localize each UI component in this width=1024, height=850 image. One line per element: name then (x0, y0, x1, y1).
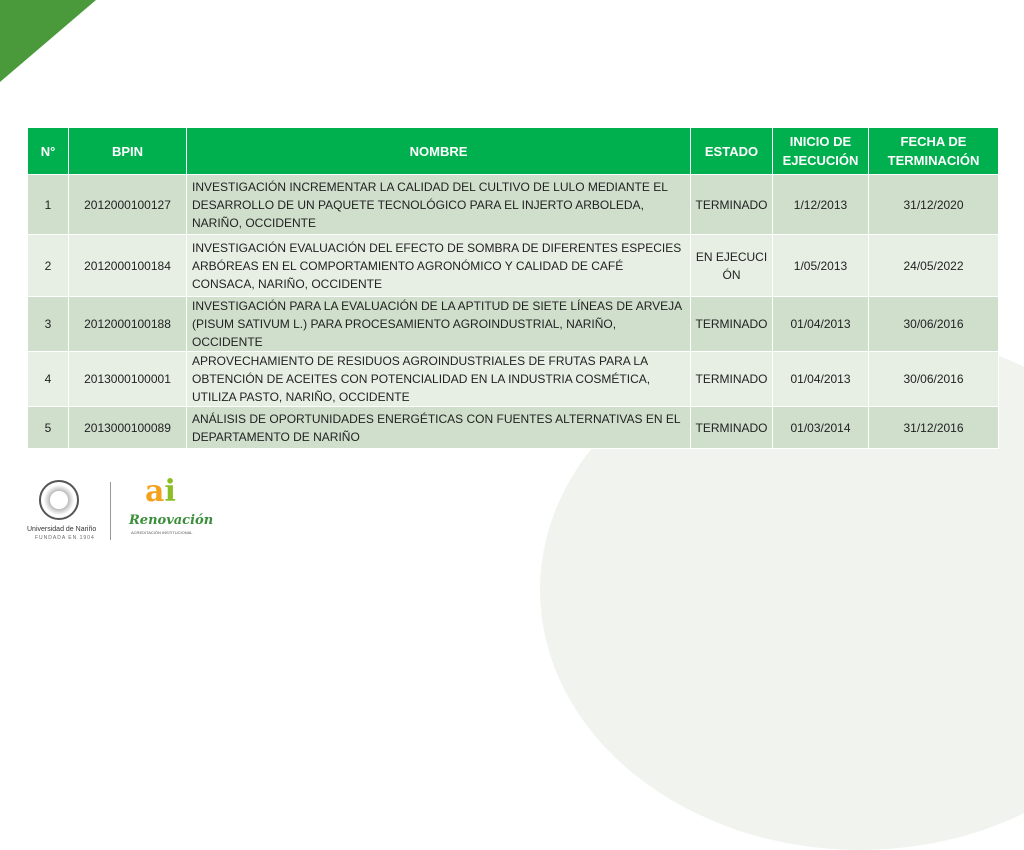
cell-bpin: 2012000100127 (69, 175, 187, 235)
cell-nombre: ANÁLISIS DE OPORTUNIDADES ENERGÉTICAS CON FUENTES ALTERNATIVAS EN EL DEPARTAMENTO DE NARIÑO (187, 407, 691, 449)
footer-logos (27, 474, 214, 548)
header-fecha-line1: FECHA DE (900, 134, 967, 149)
cell-estado: TERMINADO (691, 407, 773, 449)
university-name: Universidad de Nariño (27, 526, 97, 533)
ai-logo-icon (145, 474, 176, 509)
cell-nombre: INVESTIGACIÓN INCREMENTAR LA CALIDAD DEL CULTIVO DE LULO MEDIANTE EL DESARROLLO DE UN PAQUETE TECNOLÓGICO PARA EL INJERTO ARBOLEDA, NARIÑO, OCCIDENTE (187, 175, 691, 235)
cell-inicio: 01/04/2013 (773, 297, 869, 352)
cell-num: 2 (28, 235, 69, 297)
header-inicio-line1: INICIO DE (789, 134, 852, 149)
cell-fin: 30/06/2016 (869, 297, 999, 352)
cell-inicio: 1/05/2013 (773, 235, 869, 297)
cell-estado: TERMINADO (691, 352, 773, 407)
cell-fin: 24/05/2022 (869, 235, 999, 297)
cell-fin: 31/12/2016 (869, 407, 999, 449)
cell-fin: 30/06/2016 (869, 352, 999, 407)
header-inicio (773, 128, 869, 175)
header-bpin: BPIN (69, 128, 187, 175)
cell-fin: 31/12/2020 (869, 175, 999, 235)
table-header-row (28, 128, 999, 175)
table-row (28, 175, 999, 235)
cell-bpin: 2013000100001 (69, 352, 187, 407)
renovacion-logo-text: Renovación (129, 513, 214, 528)
cell-inicio: 01/04/2013 (773, 352, 869, 407)
header-num: N° (28, 128, 69, 175)
cell-num: 1 (28, 175, 69, 235)
corner-decoration (0, 0, 96, 82)
cell-nombre: INVESTIGACIÓN EVALUACIÓN DEL EFECTO DE SOMBRA DE DIFERENTES ESPECIES ARBÓREAS EN EL COMPORTAMIENTO AGRONÓMICO Y CALIDAD DE CAFÉ CONSACA, NARIÑO, OCCIDENTE (187, 235, 691, 297)
cell-bpin: 2012000100184 (69, 235, 187, 297)
table-row (28, 352, 999, 407)
header-fecha (869, 128, 999, 175)
logo-divider (110, 482, 111, 540)
cell-num: 4 (28, 352, 69, 407)
cell-estado: TERMINADO (691, 297, 773, 352)
cell-estado: EN EJECUCIÓN (691, 235, 773, 297)
cell-bpin: 2013000100089 (69, 407, 187, 449)
acreditacion-text: ACREDITACIÓN INSTITUCIONAL (131, 530, 193, 535)
ai-logo-a: a (145, 474, 165, 509)
cell-nombre: INVESTIGACIÓN PARA LA EVALUACIÓN DE LA APTITUD DE SIETE LÍNEAS DE ARVEJA (PISUM SATIVUM L.) PARA PROCESAMIENTO AGROINDUSTRIAL, NARIÑO, OCCIDENTE (187, 297, 691, 352)
cell-num: 3 (28, 297, 69, 352)
cell-inicio: 01/03/2014 (773, 407, 869, 449)
table-row (28, 297, 999, 352)
cell-inicio: 1/12/2013 (773, 175, 869, 235)
header-fecha-line2: TERMINACIÓN (887, 153, 980, 168)
cell-estado: TERMINADO (691, 175, 773, 235)
university-founded: FUNDADA EN 1904 (35, 535, 95, 541)
header-nombre: NOMBRE (187, 128, 691, 175)
cell-num: 5 (28, 407, 69, 449)
cell-nombre: APROVECHAMIENTO DE RESIDUOS AGROINDUSTRIALES DE FRUTAS PARA LA OBTENCIÓN DE ACEITES CON POTENCIALIDAD EN LA INDUSTRIA COSMÉTICA, UTILIZA PASTO, NARIÑO, OCCIDENTE (187, 352, 691, 407)
cell-bpin: 2012000100188 (69, 297, 187, 352)
header-inicio-line2: EJECUCIÓN (782, 153, 859, 168)
table-row (28, 235, 999, 297)
university-seal-icon (39, 480, 79, 520)
ai-logo-i: i (164, 474, 176, 509)
table-row (28, 407, 999, 449)
projects-table (27, 127, 998, 449)
header-estado: ESTADO (691, 128, 773, 175)
